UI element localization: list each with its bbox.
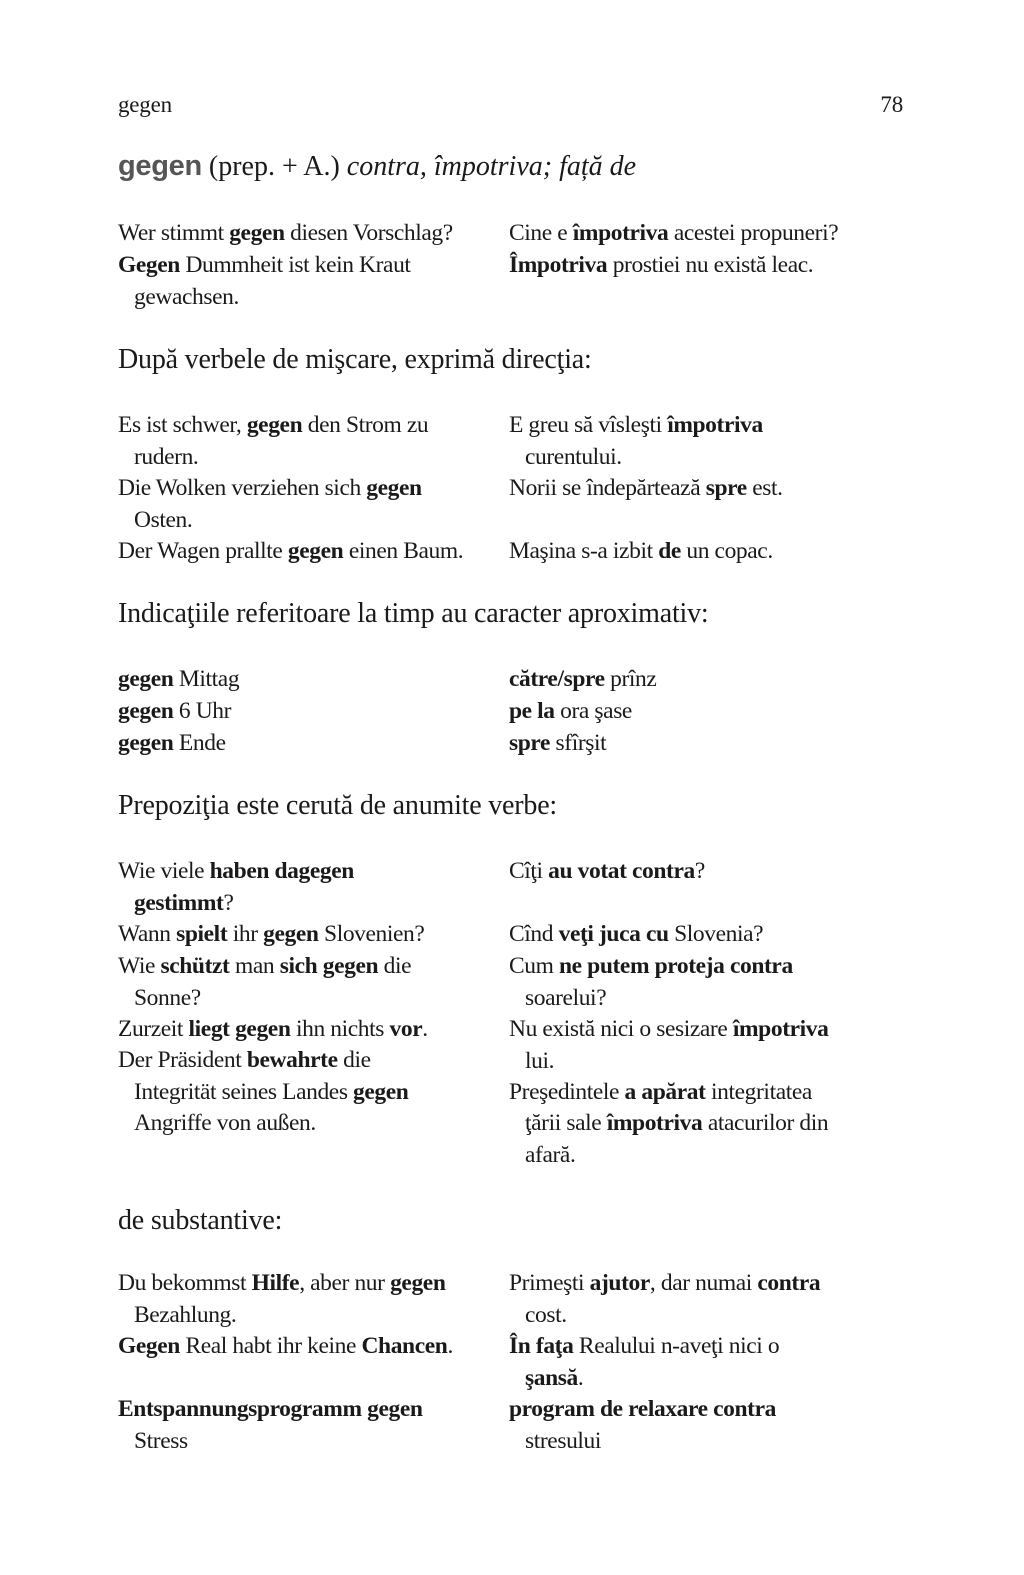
romanian-translation: Norii se îndepărtează spre est. [509, 475, 783, 501]
german-example: Gegen Dummheit ist kein Kraut gewachsen. [118, 252, 411, 310]
german-example: Wann spielt ihr gegen Slovenien? [118, 921, 425, 947]
german-example: Wie viele haben dagegen gestimmt? [118, 858, 354, 916]
romanian-translation: Cînd veţi juca cu Slovenia? [509, 921, 764, 947]
german-example: Zurzeit liegt gegen ihn nichts vor. [118, 1016, 428, 1042]
german-example: Entspannungsprogramm gegen Stress [118, 1396, 423, 1454]
romanian-translation: spre sfîrşit [509, 730, 607, 756]
page-number: 78 [880, 92, 903, 117]
romanian-translation: Împotriva prostiei nu există leac. [509, 252, 814, 278]
german-example: Der Wagen prallte gegen einen Baum. [118, 538, 464, 564]
entry-headword-line [118, 150, 636, 183]
romanian-translation: program de relaxare contra stresului [509, 1396, 776, 1454]
entry-lemma: gegen [118, 150, 202, 182]
running-head-word: gegen [118, 92, 172, 117]
romanian-translation: Primeşti ajutor, dar numai contra cost. [509, 1270, 821, 1328]
entry-translation: contra, împotriva; față de [346, 151, 637, 182]
german-example: Du bekommst Hilfe, aber nur gegen Bezahlung. [118, 1270, 446, 1328]
german-example: gegen 6 Uhr [118, 698, 232, 724]
romanian-translation: Cine e împotriva acestei propuneri? [509, 220, 839, 246]
romanian-translation: către/spre prînz [509, 666, 657, 692]
german-example: Gegen Real habt ihr keine Chancen. [118, 1333, 453, 1359]
romanian-translation: Cum ne putem proteja contra soarelui? [509, 953, 793, 1011]
section-heading: de substantive: [118, 1205, 283, 1236]
romanian-translation: E greu să vîsleşti împotriva curentului. [509, 412, 763, 470]
german-example: gegen Mittag [118, 666, 240, 692]
romanian-translation: Maşina s-a izbit de un copac. [509, 538, 773, 564]
section-heading: Prepoziţia este cerută de anumite verbe: [118, 790, 558, 821]
romanian-translation: În faţa Realului n-aveţi nici o şansă. [509, 1333, 780, 1391]
section-heading: După verbele de mişcare, exprimă direcţia: [118, 344, 592, 375]
german-example: Die Wolken verziehen sich gegen Osten. [118, 475, 422, 533]
german-example: Der Präsident bewahrte die Integrität seines Landes gegen Angriffe von außen. [118, 1047, 409, 1137]
entry-grammar: (prep. + A.) [201, 151, 347, 182]
romanian-translation: Nu există nici o sesizare împotriva lui. [509, 1016, 829, 1074]
section-heading: Indicaţiile referitoare la timp au caracter aproximativ: [118, 598, 709, 629]
german-example: Wer stimmt gegen diesen Vorschlag? [118, 220, 453, 246]
german-example: Wie schützt man sich gegen die Sonne? [118, 953, 412, 1011]
romanian-translation: Cîţi au votat contra? [509, 858, 705, 884]
german-example: gegen Ende [118, 730, 226, 756]
romanian-translation: pe la ora şase [509, 698, 632, 724]
running-head [118, 92, 903, 126]
german-example: Es ist schwer, gegen den Strom zu rudern. [118, 412, 429, 470]
romanian-translation: Preşedintele a apărat integritatea ţării sale împotriva atacurilor din afară. [509, 1078, 829, 1169]
